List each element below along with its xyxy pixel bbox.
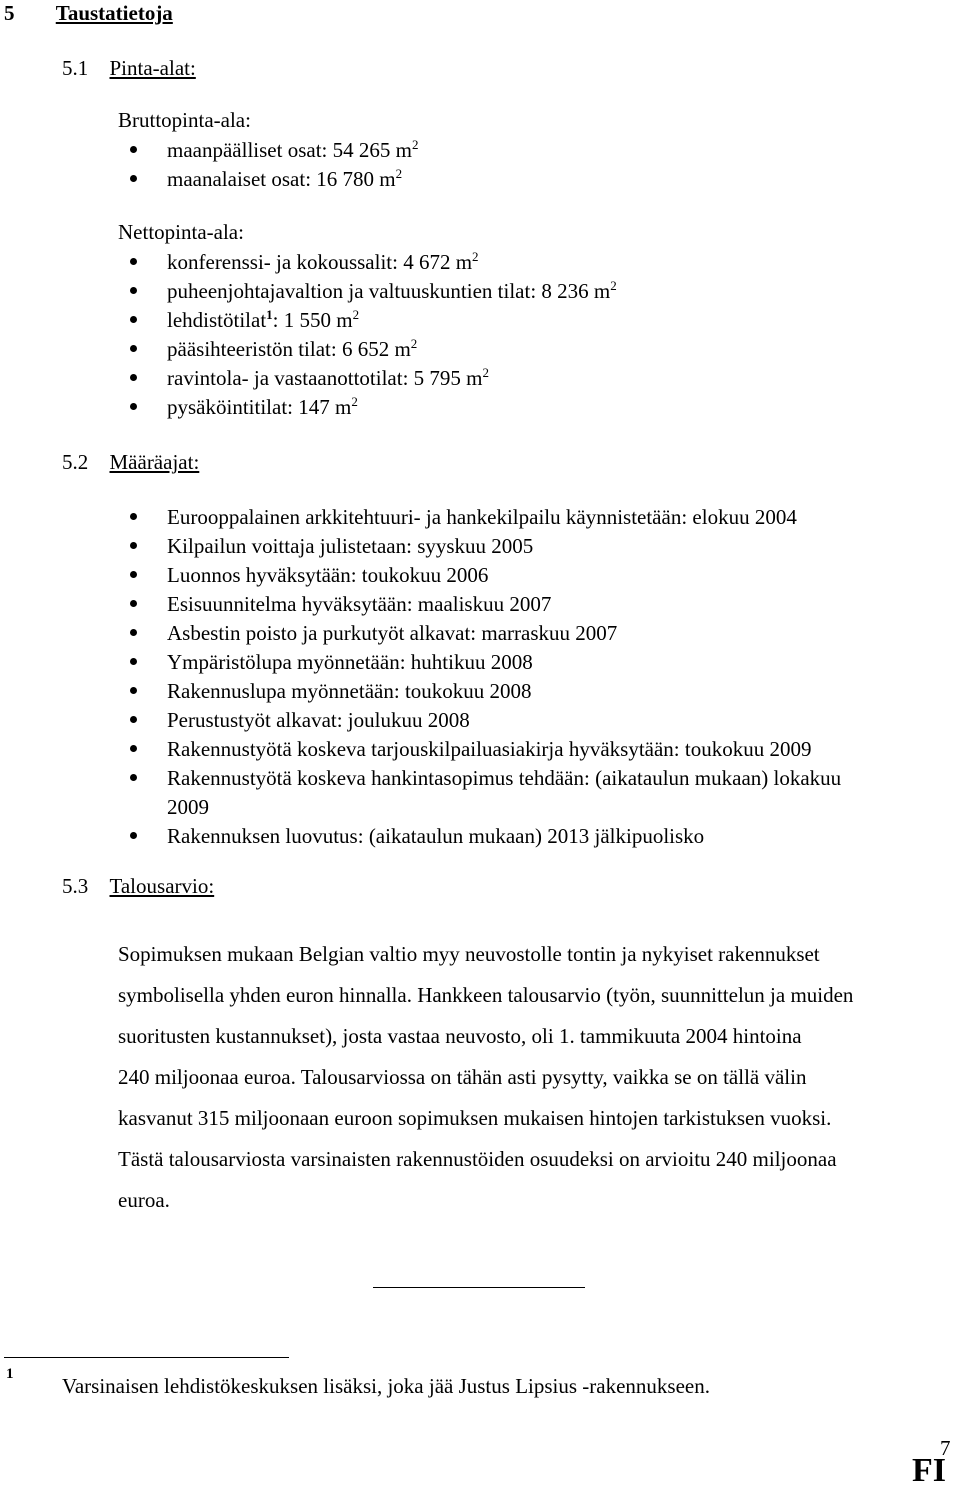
section-5-1-heading bbox=[62, 56, 196, 81]
section-number: 5.2 bbox=[62, 450, 89, 474]
section-title: Talousarvio: bbox=[109, 874, 215, 898]
section-5-2-heading bbox=[62, 450, 199, 475]
footnote-rule bbox=[4, 1357, 289, 1358]
budget-paragraph: Sopimuksen mukaan Belgian valtio myy neuvostolle tontin ja nykyiset rakennukset symbolisella yhden euron hinnalla. Hankkeen talousarvio (työn, suunnittelun ja muiden suoritusten kustannukset), josta vastaa neuvosto, oli 1. tammikuuta 2004 hintoina 240 miljoonaa euroa. Talousarviossa on tähän asti pysytty, vaikka se on tällä välin kasvanut 315 miljoonaan euroon sopimuksen mukaisen hintojen tarkistuksen vuoksi. Tästä talousarviosta varsinaisten rakennustöiden osuudeksi on arvioitu 240 miljoonaa euroa. bbox=[118, 942, 854, 1212]
footnote-mark: 1 bbox=[6, 1366, 14, 1382]
list-item: Rakennuslupa myönnetään: toukokuu 2008 bbox=[118, 677, 841, 706]
gross-area-list bbox=[118, 136, 418, 194]
chapter-heading bbox=[4, 1, 173, 26]
section-number: 5.3 bbox=[62, 874, 89, 898]
list-item: pääsihteeristön tilat: 6 652 $m^2$ bbox=[118, 335, 617, 364]
list-item: lehdistötilat$^1$: 1 550 $m^2$ bbox=[118, 306, 617, 335]
bullet-icon bbox=[130, 287, 137, 294]
bullet-icon bbox=[130, 542, 137, 549]
footnote-ref: 1 bbox=[266, 307, 273, 322]
bullet-icon bbox=[130, 258, 137, 265]
list-item: ravintola- ja vastaanottotilat: 5 795 $m^2$ bbox=[118, 364, 617, 393]
list-item: Rakennustyötä koskeva tarjouskilpailuasiakirja hyväksytään: toukokuu 2009 bbox=[118, 735, 841, 764]
bullet-icon bbox=[130, 687, 137, 694]
gross-area-label: Bruttopinta-ala: bbox=[118, 108, 251, 132]
net-area-label: Nettopinta-ala: bbox=[118, 220, 244, 244]
list-item: Kilpailun voittaja julistetaan: syyskuu 2005 bbox=[118, 532, 841, 561]
section-number: 5.1 bbox=[62, 56, 89, 80]
bullet-icon bbox=[130, 146, 137, 153]
bullet-icon bbox=[130, 832, 137, 839]
chapter-number: 5 bbox=[4, 1, 15, 25]
list-item: konferenssi- ja kokoussalit: 4 672 $m^2$ bbox=[118, 248, 617, 277]
chapter-title: Taustatietoja bbox=[55, 1, 173, 25]
list-item: Rakennustyötä koskeva hankintasopimus tehdään: (aikataulun mukaan) lokakuu 2009 bbox=[118, 764, 841, 822]
bullet-icon bbox=[130, 513, 137, 520]
bullet-icon bbox=[130, 316, 137, 323]
bullet-icon bbox=[130, 658, 137, 665]
section-title: Pinta-alat: bbox=[109, 56, 196, 80]
bullet-icon bbox=[130, 374, 137, 381]
section-title: Määräajat: bbox=[109, 450, 200, 474]
language-code: FI bbox=[912, 1452, 946, 1489]
bullet-icon bbox=[130, 345, 137, 352]
list-item: pysäköintitilat: 147 $m^2$ bbox=[118, 393, 617, 422]
list-item: Asbestin poisto ja purkutyöt alkavat: marraskuu 2007 bbox=[118, 619, 841, 648]
list-item: Luonnos hyväksytään: toukokuu 2006 bbox=[118, 561, 841, 590]
list-item: maanalaiset osat: 16 780 $m^2$ bbox=[118, 165, 418, 194]
list-item: Rakennuksen luovutus: (aikataulun mukaan) 2013 jälkipuolisko bbox=[118, 822, 841, 851]
net-area-list bbox=[118, 248, 617, 422]
bullet-icon bbox=[130, 571, 137, 578]
list-item: Eurooppalainen arkkitehtuuri- ja hankekilpailu käynnistetään: elokuu 2004 bbox=[118, 503, 841, 532]
bullet-icon bbox=[130, 745, 137, 752]
bullet-icon bbox=[130, 716, 137, 723]
section-5-3-heading bbox=[62, 874, 214, 899]
footnote-text: Varsinaisen lehdistökeskuksen lisäksi, joka jää Justus Lipsius -rakennukseen. bbox=[62, 1374, 710, 1398]
bullet-icon bbox=[130, 403, 137, 410]
deadline-list bbox=[118, 503, 841, 851]
page-number: 7 bbox=[940, 1436, 951, 1460]
list-item: Ympäristölupa myönnetään: huhtikuu 2008 bbox=[118, 648, 841, 677]
bullet-icon bbox=[130, 175, 137, 182]
bullet-icon bbox=[130, 600, 137, 607]
list-item: maanpäälliset osat: 54 265 $m^2$ bbox=[118, 136, 418, 165]
list-item: Esisuunnitelma hyväksytään: maaliskuu 2007 bbox=[118, 590, 841, 619]
bullet-icon bbox=[130, 774, 137, 781]
list-item: puheenjohtajavaltion ja valtuuskuntien tilat: 8 236 $m^2$ bbox=[118, 277, 617, 306]
bullet-icon bbox=[130, 629, 137, 636]
section-end-rule bbox=[373, 1287, 585, 1288]
list-item: Perustustyöt alkavat: joulukuu 2008 bbox=[118, 706, 841, 735]
